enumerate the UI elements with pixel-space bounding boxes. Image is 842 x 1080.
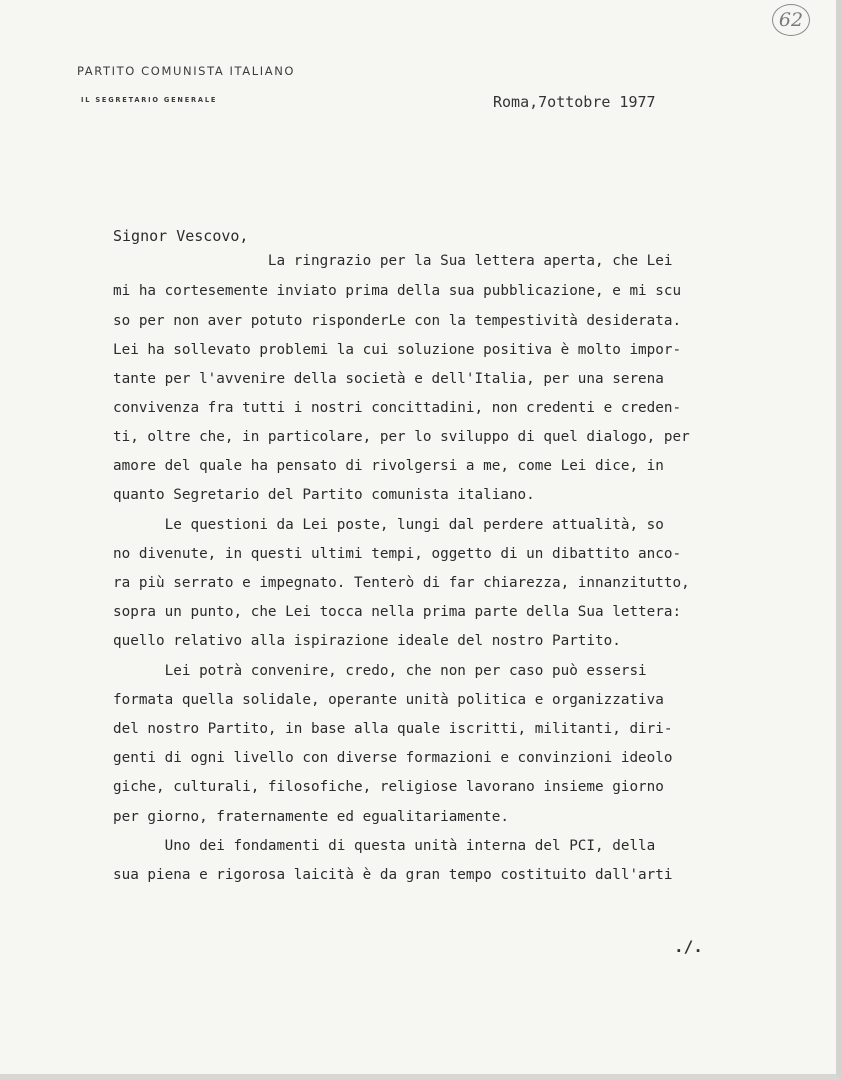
body-line: giche, culturali, filosofiche, religiose lavorano insieme giorno (113, 779, 664, 795)
body-line: no divenute, in questi ultimi tempi, oggetto di un dibattito anco- (113, 546, 682, 562)
letterhead-party-name: PARTITO COMUNISTA ITALIANO (77, 64, 296, 78)
body-line: Uno dei fondamenti di questa unità interna del PCI, della (113, 838, 656, 854)
body-line: per giorno, fraternamente ed egualitariamente. (113, 809, 509, 825)
body-line: genti di ogni livello con diverse formazioni e convinzioni ideolo (113, 750, 673, 766)
body-line: convivenza fra tutti i nostri concittadini, non credenti e creden- (113, 400, 682, 416)
body-line: del nostro Partito, in base alla quale iscritti, militanti, diri- (113, 721, 673, 737)
body-line: quello relativo alla ispirazione ideale del nostro Partito. (113, 633, 621, 649)
body-line: tante per l'avvenire della società e dell'Italia, per una serena (113, 371, 664, 387)
body-line: ra più serrato e impegnato. Tenterò di far chiarezza, innanzitutto, (113, 575, 690, 591)
body-line: so per non aver potuto risponderLe con la tempestività desiderata. (113, 313, 682, 329)
body-line: quanto Segretario del Partito comunista italiano. (113, 487, 535, 503)
body-line: Le questioni da Lei poste, lungi dal perdere attualità, so (113, 517, 664, 533)
body-line: Lei ha sollevato problemi la cui soluzione positiva è molto impor- (113, 342, 682, 358)
body-line: formata quella solidale, operante unità politica e organizzativa (113, 692, 664, 708)
archive-number-stamp: 62 (772, 4, 810, 36)
body-line: sua piena e rigorosa laicità è da gran tempo costituito dall'arti (113, 867, 673, 883)
body-line: mi ha cortesemente inviato prima della sua pubblicazione, e mi scu (113, 283, 682, 299)
body-line: Lei potrà convenire, credo, che non per caso può essersi (113, 663, 647, 679)
body-line: sopra un punto, che Lei tocca nella prima parte della Sua lettera: (113, 604, 682, 620)
body-line: ti, oltre che, in particolare, per lo sviluppo di quel dialogo, per (113, 429, 690, 445)
letter-date: Roma,7ottobre 1977 (493, 93, 656, 111)
body-line: amore del quale ha pensato di rivolgersi a me, come Lei dice, in (113, 458, 664, 474)
salutation: Signor Vescovo, (113, 227, 249, 245)
continuation-mark: ./. (674, 937, 703, 956)
letterhead-role: IL SEGRETARIO GENERALE (81, 96, 218, 104)
body-line: La ringrazio per la Sua lettera aperta, che Lei (113, 253, 673, 269)
